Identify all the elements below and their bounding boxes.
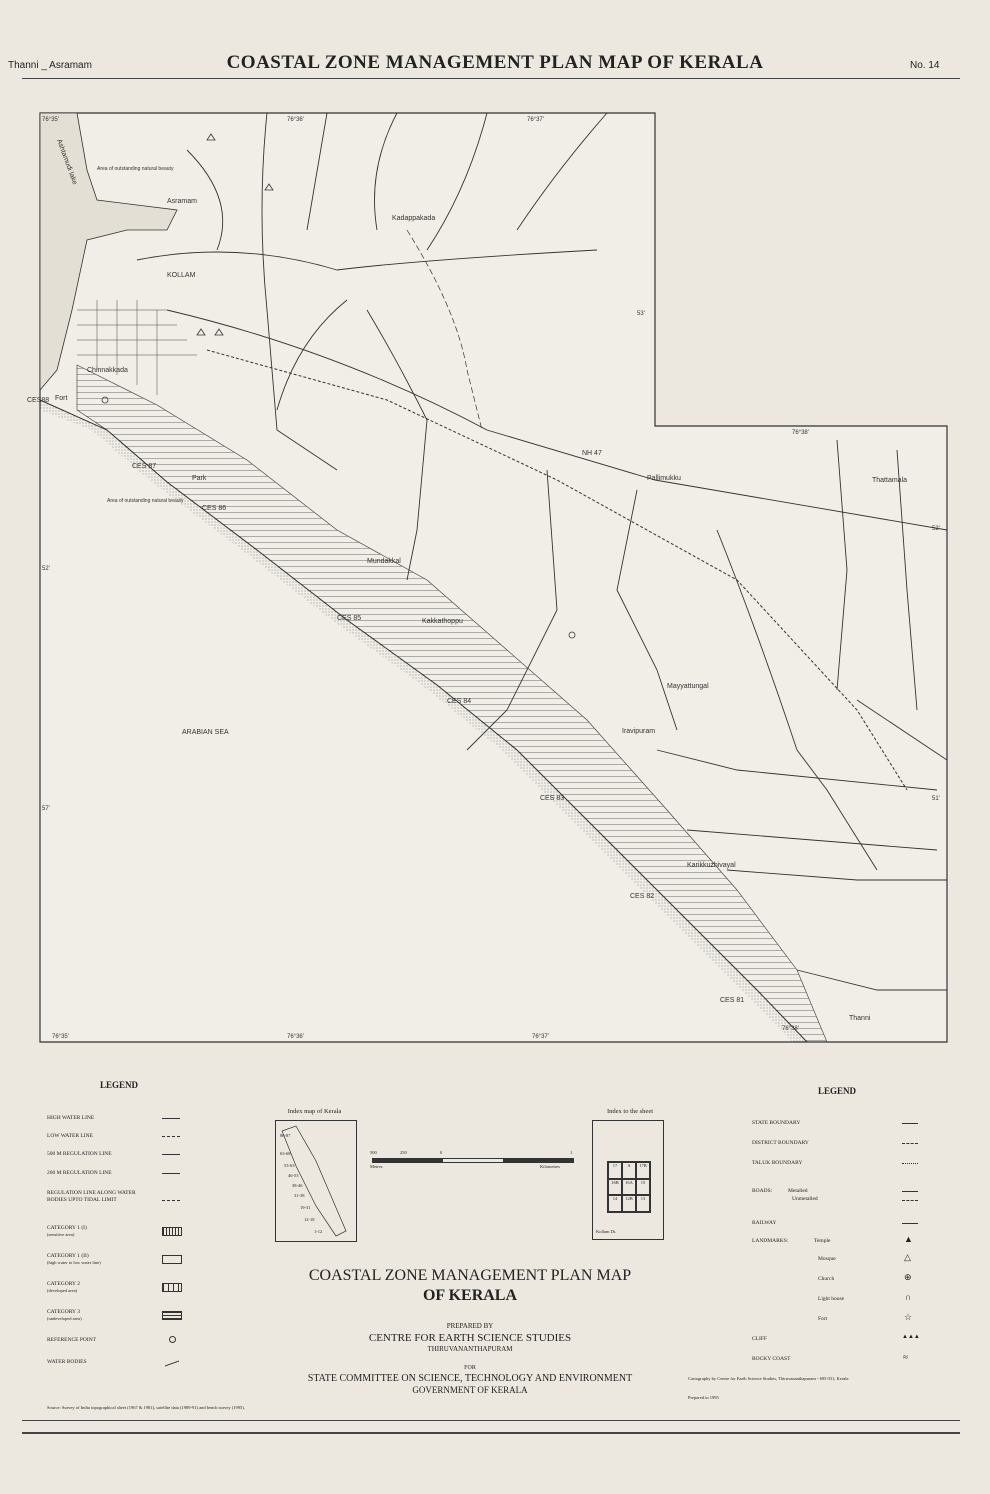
- index-cell: 17B: [636, 1162, 650, 1179]
- index-cell: A: [622, 1162, 636, 1179]
- scale-tick-250: 250: [400, 1150, 407, 1155]
- legend-cat1ii: CATEGORY 1 (II) (high water to low water line): [47, 1253, 101, 1265]
- legend-cat3: CATEGORY 3 (undeveloped area): [47, 1309, 82, 1321]
- cat1ii-symbol: [162, 1255, 182, 1264]
- center-for: FOR: [464, 1365, 476, 1371]
- rocky-coast-icon: ≈: [903, 1352, 908, 1362]
- index-sheet-31: 31-38: [294, 1193, 305, 1198]
- legend-cat1i: CATEGORY 1 (I) (sensitive area): [47, 1225, 87, 1237]
- center-committee: STATE COMMITTEE ON SCIENCE, TECHNOLOGY AND ENVIRONMENT: [307, 1373, 633, 1384]
- label-karikkuzhivayal: Karikkuzhivayal: [687, 862, 736, 869]
- grid-lon-bot-4: 76°38': [782, 1026, 799, 1032]
- label-ces87: CES 87: [132, 463, 157, 470]
- legend-left-heading: LEGEND: [100, 1080, 139, 1090]
- legend-unmetalled: Unmetalled: [792, 1196, 818, 1202]
- grid-lon-top-2: 76°36': [287, 117, 304, 123]
- label-mundakkal: Mundakkal: [367, 558, 401, 565]
- label-area-beauty-2: Area of outstanding natural beauty: [107, 498, 184, 504]
- fort-icon: ☆: [904, 1312, 913, 1322]
- grid-lat-52: 52': [932, 526, 940, 532]
- legend-right-heading: LEGEND: [818, 1086, 857, 1096]
- index-sheet-63: 63-68: [280, 1151, 291, 1156]
- center-city: THIRUVANANTHAPURAM: [427, 1345, 513, 1353]
- index-sheet-19: 19-31: [300, 1205, 311, 1210]
- label-nh47: NH 47: [582, 450, 602, 457]
- legend-church: Church: [818, 1276, 835, 1282]
- legend-200m: 200 M REGULATION LINE: [47, 1170, 112, 1176]
- page-title: COASTAL ZONE MANAGEMENT PLAN MAP OF KERALA: [226, 52, 764, 73]
- grid-lon-mid: 76°38': [792, 430, 809, 436]
- legend-reference-point: REFERENCE POINT: [47, 1337, 97, 1343]
- index-sheet-38: 38-46: [292, 1183, 303, 1188]
- map-frame: [40, 113, 947, 1042]
- label-ces84: CES 84: [447, 698, 472, 705]
- prepared-note: Prepared in 1995: [688, 1395, 719, 1400]
- metalled-road-symbol: [902, 1191, 918, 1192]
- cliff-icon: ▲▲▲: [902, 1334, 920, 1340]
- legend-high-water: HIGH WATER LINE: [47, 1115, 95, 1121]
- label-park: Park: [192, 475, 207, 482]
- index-sheet-53: 53-63: [284, 1163, 295, 1168]
- index-cell: 13: [636, 1195, 650, 1212]
- center-title-line1: COASTAL ZONE MANAGEMENT PLAN MAP: [308, 1267, 632, 1284]
- legend-mosque: Mosque: [818, 1256, 836, 1262]
- church-icon: ⊕: [904, 1272, 912, 1282]
- legend-500m: 500 M REGULATION LINE: [47, 1151, 112, 1157]
- center-org: CENTRE FOR EARTH SCIENCE STUDIES: [368, 1332, 572, 1344]
- taluk-boundary-symbol: [902, 1163, 918, 1164]
- center-title-block: [270, 1266, 670, 1396]
- sheet-number: No. 14: [910, 60, 940, 71]
- label-area-beauty-1: Area of outstanding natural beauty: [97, 166, 174, 172]
- reference-point-symbol: [169, 1336, 176, 1343]
- index-cell: 12B: [622, 1195, 636, 1212]
- legend-right: [752, 1118, 932, 1368]
- legend-landmarks: LANDMARKS:: [752, 1238, 789, 1244]
- index-sheet-86: 86-87: [280, 1133, 291, 1138]
- railway-symbol: [902, 1223, 918, 1224]
- index-sheet-1: 1-12: [314, 1229, 323, 1234]
- legend-lighthouse: Light house: [818, 1296, 845, 1302]
- index-sheet-grid: [607, 1161, 651, 1213]
- lighthouse-icon: ∩: [905, 1292, 912, 1302]
- scale-bar-graphic: [372, 1158, 574, 1163]
- label-ces81: CES 81: [720, 997, 745, 1004]
- header-rule: [22, 78, 960, 79]
- index-sheet-46: 46-53: [288, 1173, 299, 1178]
- legend-district-boundary: DISTRICT BOUNDARY: [752, 1140, 809, 1146]
- sheet-name-left: Thanni _ Asramam: [8, 60, 92, 71]
- high-water-symbol: [162, 1118, 180, 1119]
- label-kollam: KOLLAM: [167, 272, 196, 279]
- label-pallimukku: Pallimukku: [647, 475, 681, 482]
- legend-low-water: LOW WATER LINE: [47, 1133, 93, 1139]
- legend-railway: RAILWAY: [752, 1220, 777, 1226]
- temple-icon: ▲: [904, 1234, 913, 1244]
- index-sheet-box: [592, 1120, 664, 1240]
- index-cell: 16A: [622, 1179, 636, 1196]
- index-sheet-caption: Kollam Dt.: [596, 1229, 617, 1234]
- label-thanni: Thanni: [849, 1015, 871, 1022]
- footer-rule: [22, 1420, 960, 1421]
- mosque-icon: △: [904, 1252, 911, 1262]
- label-fort: Fort: [55, 395, 68, 402]
- center-prepared-by: PREPARED BY: [446, 1322, 494, 1330]
- source-note: Source: Survey of India topographical sheet (1967 & 1981), satellite data (1989-91) and bench survey (1995).: [47, 1405, 245, 1410]
- grid-lon-bot-3: 76°37': [532, 1034, 549, 1040]
- 200m-symbol: [162, 1173, 180, 1174]
- grid-lon-top-3: 76°37': [527, 117, 544, 123]
- label-arabian-sea: ARABIAN SEA: [182, 729, 229, 736]
- index-cell: 15: [636, 1179, 650, 1196]
- grid-lon-bot-1: 76°35': [52, 1034, 69, 1040]
- unmetalled-road-symbol: [902, 1200, 918, 1201]
- water-bodies-symbol: [165, 1352, 179, 1366]
- scale-unit-right: Kilometres: [540, 1164, 560, 1169]
- label-mukkatharingal: Mayyattungal: [667, 683, 709, 690]
- cat2-symbol: [162, 1283, 182, 1292]
- legend-taluk-boundary: TALUK BOUNDARY: [752, 1160, 803, 1166]
- legend-cat2: CATEGORY 2 (developed area): [47, 1281, 80, 1293]
- scale-tick-0: 0: [440, 1150, 443, 1155]
- legend-state-boundary: STATE BOUNDARY: [752, 1120, 801, 1126]
- index-cell: 17: [608, 1162, 622, 1179]
- low-water-symbol: [162, 1136, 180, 1137]
- label-kadappakada: Kadappakada: [392, 215, 436, 222]
- legend-water-bodies: WATER BODIES: [47, 1359, 87, 1365]
- legend-metalled: Metalled: [788, 1188, 808, 1194]
- label-thattamala: Thattamala: [872, 477, 908, 484]
- index-cell: 14: [608, 1195, 622, 1212]
- center-title-line2: OF KERALA: [422, 1287, 518, 1304]
- label-ces86: CES 86: [202, 505, 227, 512]
- legend-fort: Fort: [818, 1316, 828, 1322]
- index-kerala-outline: [276, 1121, 356, 1241]
- index-kerala-title: Index map of Kerala: [287, 1108, 342, 1115]
- legend-water-bodies-line: REGULATION LINE ALONG WATER BODIES UPTO TIDAL LIMIT: [47, 1190, 136, 1203]
- state-boundary-symbol: [902, 1123, 918, 1124]
- label-ces88: CES88: [27, 397, 50, 404]
- coastal-map: [27, 110, 950, 1046]
- label-ces85: CES 85: [337, 615, 362, 622]
- legend-temple: Temple: [814, 1238, 831, 1244]
- legend-rocky-coast: ROCKY COAST: [752, 1356, 791, 1362]
- scale-unit-left: Metres: [370, 1164, 383, 1169]
- 500m-symbol: [162, 1154, 180, 1155]
- cartography-note: Cartography by Centre for Earth Science Studies, Thiruvananthapuram - 695 031, Kerala: [688, 1376, 849, 1381]
- label-chinnakkada: Chinnakkada: [87, 367, 128, 374]
- grid-lat-53: 53': [637, 311, 645, 317]
- scale-tick-500: 500: [370, 1150, 377, 1155]
- label-ces82: CES 82: [630, 893, 655, 900]
- label-kakkathoppu: Kakkathoppu: [422, 618, 463, 625]
- grid-lon-bot-2: 76°36': [287, 1034, 304, 1040]
- scale-tick-1: 1: [570, 1150, 573, 1155]
- grid-lon-top-1: 76°35': [42, 117, 59, 123]
- grid-lat-51: 51': [932, 796, 940, 802]
- index-sheet-title: Index to the sheet: [606, 1108, 654, 1115]
- legend-cliff: CLIFF: [752, 1336, 767, 1342]
- label-ces83: CES 83: [540, 795, 565, 802]
- water-bodies-line-symbol: [162, 1200, 180, 1201]
- index-kerala-box: [275, 1120, 357, 1242]
- index-sheet-12: 12-18: [304, 1217, 315, 1222]
- district-boundary-symbol: [902, 1143, 918, 1144]
- center-government: GOVERNMENT OF KERALA: [412, 1385, 528, 1395]
- label-ashtamudi-lake: Ashtamudi lake: [55, 138, 79, 186]
- cat1i-symbol: [162, 1227, 182, 1236]
- label-asramam: Asramam: [167, 198, 197, 205]
- footer-rule-thick: [22, 1432, 960, 1434]
- label-iravipuram: Iravipuram: [622, 728, 656, 735]
- cat3-symbol: [162, 1311, 182, 1320]
- index-cell: 16B: [608, 1179, 622, 1196]
- legend-roads: ROADS:: [752, 1188, 773, 1194]
- scale-bar: [370, 1150, 575, 1170]
- grid-lat-52l: 52': [42, 566, 50, 572]
- grid-lat-57: 57': [42, 806, 50, 812]
